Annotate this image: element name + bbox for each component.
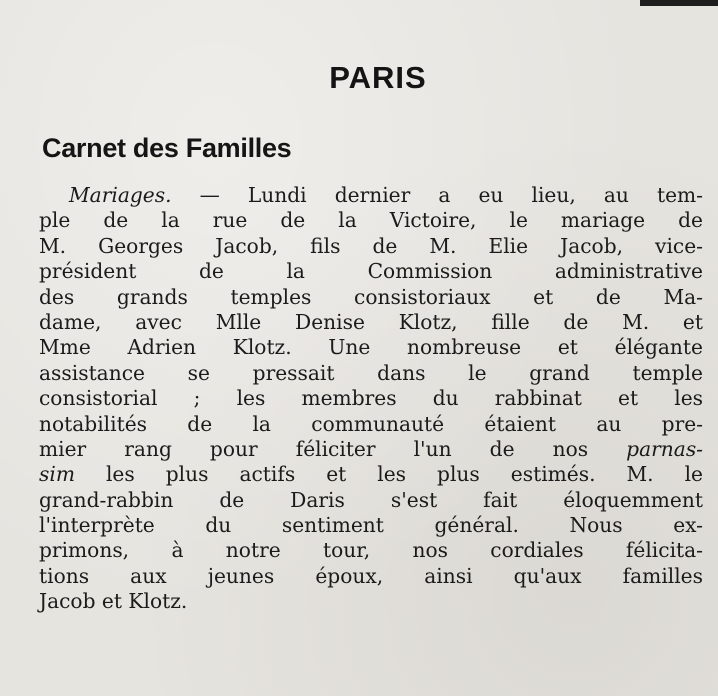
article-line (39, 285, 703, 310)
article-line (39, 488, 703, 513)
article-line (39, 386, 703, 411)
article-text: notabilités de la communauté étaient au pre- (39, 411, 703, 436)
article-line (39, 183, 703, 208)
article-text: consistorial ; les membres du rabbinat et les (39, 386, 703, 411)
article-line (39, 234, 703, 259)
article-text: — Lundi dernier a eu lieu, au tem- (171, 183, 703, 207)
article-line (39, 589, 703, 614)
article-text: grand-rabbin de Daris s'est fait éloquemment (39, 487, 703, 512)
top-right-rule (640, 0, 718, 6)
article-line (39, 361, 703, 386)
article-text: des grands temples consistoriaux et de Ma- (39, 284, 703, 309)
article-text: ple de la rue de la Victoire, le mariage de (39, 208, 703, 233)
wedding-announcement-article (39, 183, 703, 615)
article-text: l'interprète du sentiment général. Nous ex- (39, 513, 703, 538)
article-text: primons, à notre tour, nos cordiales félicita- (39, 538, 703, 563)
section-title: PARIS (329, 60, 427, 95)
article-text: les plus actifs et les plus estimés. M. le (74, 462, 703, 487)
article-text: dame, avec Mlle Denise Klotz, fille de M. et (39, 309, 703, 334)
article-line (39, 208, 703, 233)
article-text: Mme Adrien Klotz. Une nombreuse et élégante (39, 335, 703, 360)
article-text: M. Georges Jacob, fils de M. Elie Jacob, vice- (39, 233, 703, 258)
article-text: assistance se pressait dans le grand temple (39, 360, 703, 385)
column-title: Carnet des Familles (42, 133, 292, 163)
article-line (39, 538, 703, 563)
article-line (39, 437, 703, 462)
article-italic-text: Mariages. (69, 183, 172, 207)
article-line (39, 335, 703, 360)
article-line (39, 462, 703, 487)
article-text: mier rang pour féliciter l'un de nos (39, 436, 627, 461)
article-line (39, 564, 703, 589)
article-line (39, 310, 703, 335)
article-text: Jacob et Klotz. (39, 589, 188, 614)
article-line (39, 513, 703, 538)
article-line (39, 259, 703, 284)
article-italic-text: sim (39, 462, 75, 487)
article-line (39, 412, 703, 437)
article-italic-text: parnas- (626, 436, 703, 461)
article-text: président de la Commission administrative (39, 259, 703, 284)
article-text: tions aux jeunes époux, ainsi qu'aux familles (39, 563, 703, 588)
